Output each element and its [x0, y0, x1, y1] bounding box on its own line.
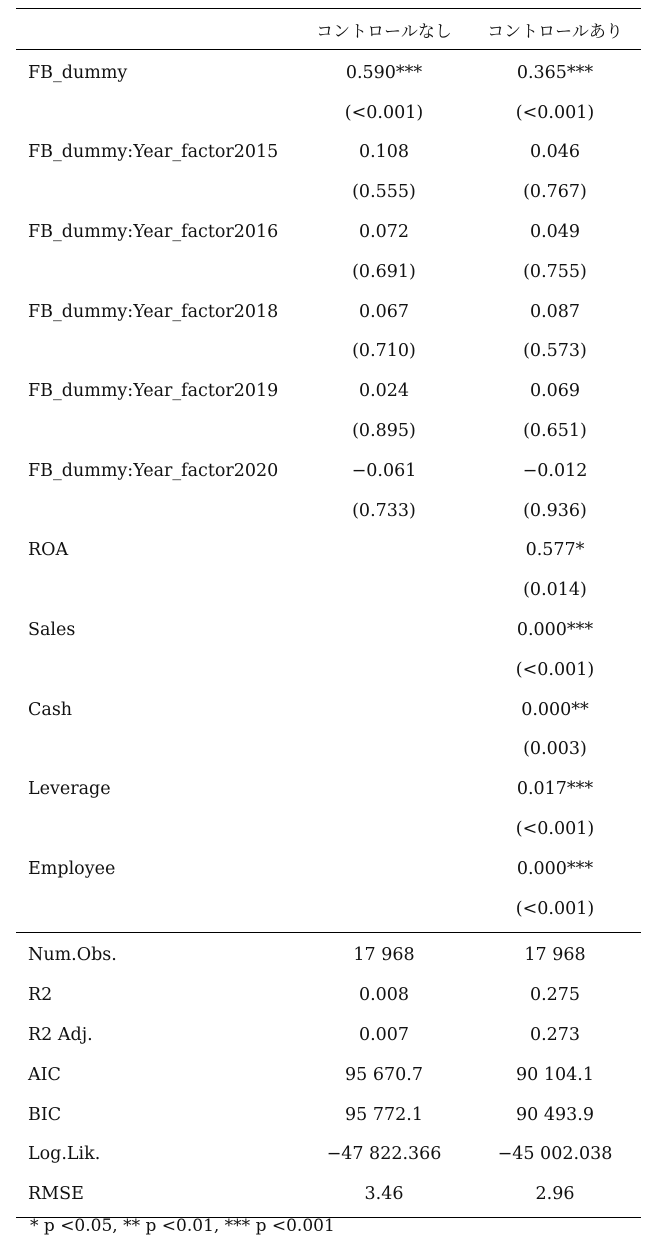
- table-row: [16, 371, 641, 411]
- row-label: FB_dummy: [28, 62, 128, 83]
- table-row: [16, 849, 641, 889]
- header-col2: コントロールなし: [316, 21, 452, 42]
- row-label: FB_dummy:Year_factor2020: [28, 460, 279, 481]
- table-row: [16, 531, 641, 571]
- table-row: [16, 1055, 641, 1095]
- row-label: FB_dummy:Year_factor2015: [28, 142, 279, 163]
- value-with-control: −0.012: [522, 460, 588, 481]
- value-with-control: 2.96: [535, 1184, 575, 1205]
- row-label: AIC: [28, 1064, 61, 1085]
- value-no-control: (0.555): [352, 182, 416, 203]
- value-with-control: 0.577*: [525, 540, 585, 561]
- value-with-control: (<0.001): [515, 102, 595, 123]
- value-no-control: (0.895): [352, 421, 416, 442]
- table-row: [16, 172, 641, 212]
- table-row: [16, 690, 641, 730]
- value-with-control: 0.000***: [516, 620, 594, 641]
- value-with-control: (0.573): [523, 341, 587, 362]
- row-label: FB_dummy:Year_factor2016: [28, 222, 279, 243]
- value-with-control: (<0.001): [515, 898, 595, 919]
- table-row: [16, 769, 641, 809]
- row-label: R2: [28, 985, 53, 1006]
- value-no-control: 0.108: [358, 142, 410, 163]
- value-no-control: (<0.001): [344, 102, 424, 123]
- value-no-control: 0.007: [358, 1025, 410, 1046]
- value-with-control: (0.767): [523, 182, 587, 203]
- value-no-control: (0.691): [352, 261, 416, 282]
- significance-footnote: * p <0.05, ** p <0.01, *** p <0.001: [30, 1216, 335, 1236]
- row-label: RMSE: [28, 1184, 84, 1205]
- table-row: [16, 451, 641, 491]
- statistics-section: [16, 936, 641, 1215]
- value-with-control: (0.651): [523, 421, 587, 442]
- table-row: [16, 1015, 641, 1055]
- table-row: [16, 1095, 641, 1135]
- value-with-control: 90 493.9: [516, 1104, 594, 1125]
- table-header: [16, 9, 641, 49]
- row-label: BIC: [28, 1104, 62, 1125]
- value-no-control: 0.072: [358, 222, 410, 243]
- table-row: [16, 411, 641, 451]
- value-with-control: 90 104.1: [516, 1064, 594, 1085]
- value-no-control: (0.733): [352, 500, 416, 521]
- table-row: [16, 1174, 641, 1214]
- row-label: FB_dummy:Year_factor2019: [28, 381, 279, 402]
- value-with-control: 0.000**: [521, 699, 589, 720]
- table-row: [16, 730, 641, 770]
- value-no-control: 95 772.1: [345, 1104, 423, 1125]
- table-row: [16, 332, 641, 372]
- row-label: Log.Lik.: [28, 1144, 101, 1165]
- value-with-control: (0.014): [523, 580, 587, 601]
- regression-table: [16, 8, 641, 1218]
- row-label: Sales: [28, 620, 76, 641]
- value-with-control: 0.365***: [516, 62, 594, 83]
- value-with-control: 0.046: [529, 142, 581, 163]
- table-row: [16, 93, 641, 133]
- table-row: [16, 936, 641, 976]
- value-with-control: −45 002.038: [497, 1144, 613, 1165]
- table-row: [16, 809, 641, 849]
- table-row: [16, 252, 641, 292]
- row-label: Num.Obs.: [28, 945, 117, 966]
- table-row: [16, 650, 641, 690]
- value-with-control: 0.087: [529, 301, 581, 322]
- table-row: [16, 53, 641, 93]
- row-label: Employee: [28, 858, 116, 879]
- value-with-control: 17 968: [524, 945, 586, 966]
- row-label: ROA: [28, 540, 69, 561]
- row-label: Leverage: [28, 779, 111, 800]
- value-with-control: (0.936): [523, 500, 587, 521]
- table-row: [16, 975, 641, 1015]
- coefficient-section: [16, 53, 641, 929]
- value-no-control: 3.46: [364, 1184, 404, 1205]
- table-row: [16, 1135, 641, 1175]
- value-no-control: 0.590***: [345, 62, 423, 83]
- table-row: [16, 292, 641, 332]
- value-with-control: 0.017***: [516, 779, 594, 800]
- header-col3: コントロールあり: [487, 21, 623, 42]
- table-row: [16, 889, 641, 929]
- row-label: FB_dummy:Year_factor2018: [28, 301, 279, 322]
- value-with-control: (0.003): [523, 739, 587, 760]
- table-row: [16, 212, 641, 252]
- value-no-control: (0.710): [352, 341, 416, 362]
- value-no-control: 17 968: [353, 945, 415, 966]
- value-with-control: 0.000***: [516, 858, 594, 879]
- value-no-control: 0.024: [358, 381, 410, 402]
- value-with-control: 0.069: [529, 381, 581, 402]
- value-no-control: −47 822.366: [326, 1144, 442, 1165]
- row-label: R2 Adj.: [28, 1025, 93, 1046]
- table-row: [16, 133, 641, 173]
- value-with-control: (0.755): [523, 261, 587, 282]
- table-row: [16, 610, 641, 650]
- value-with-control: (<0.001): [515, 819, 595, 840]
- value-with-control: (<0.001): [515, 659, 595, 680]
- value-no-control: 95 670.7: [345, 1064, 423, 1085]
- row-label: Cash: [28, 699, 73, 720]
- value-with-control: 0.049: [529, 222, 581, 243]
- value-no-control: −0.061: [351, 460, 417, 481]
- value-with-control: 0.273: [529, 1025, 581, 1046]
- value-no-control: 0.008: [358, 985, 410, 1006]
- value-with-control: 0.275: [529, 985, 581, 1006]
- table-row: [16, 570, 641, 610]
- value-no-control: 0.067: [358, 301, 410, 322]
- table-row: [16, 491, 641, 531]
